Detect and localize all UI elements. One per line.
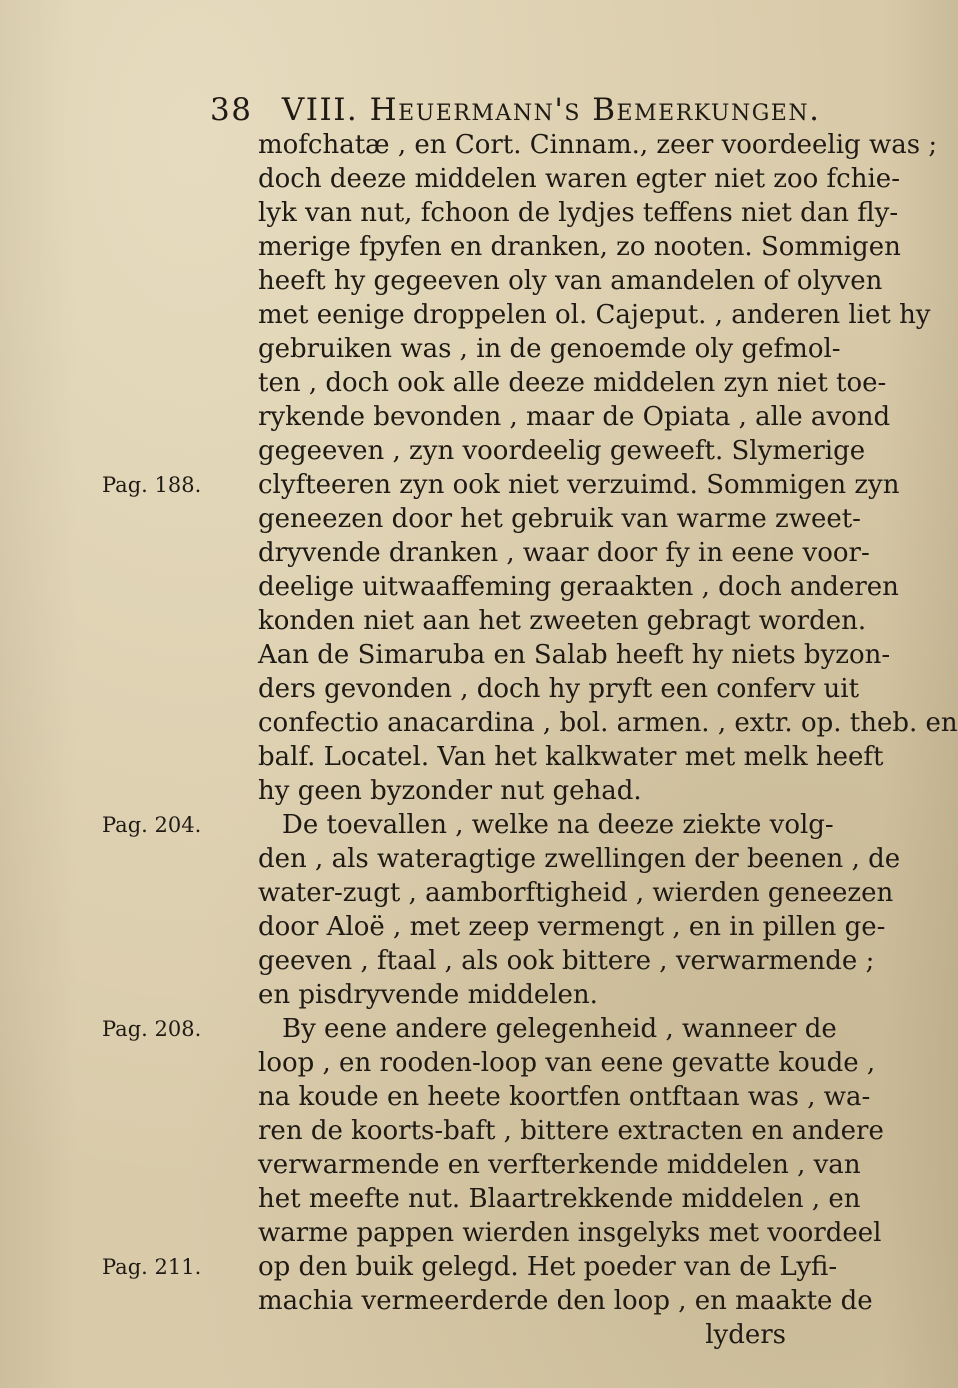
text-line: ders gevonden , doch hy pryft een conferv uit: [258, 674, 860, 704]
text-line: rykende bevonden , maar de Opiata , alle avond: [258, 402, 891, 432]
margin-page-reference: Pag. 208.: [102, 1017, 202, 1041]
text-line: ten , doch ook alle deeze middelen zyn niet toe-: [258, 368, 887, 398]
text-line: lyk van nut, fchoon de lydjes teffens niet dan fly-: [258, 198, 899, 228]
text-line: lyders: [705, 1320, 786, 1350]
text-line: Aan de Simaruba en Salab heeft hy niets byzon-: [258, 640, 891, 670]
text-line: door Aloë , met zeep vermengt , en in pillen ge-: [258, 912, 886, 942]
margin-page-reference: Pag. 188.: [102, 473, 202, 497]
margin-page-reference: Pag. 211.: [102, 1255, 202, 1279]
text-line: machia vermeerderde den loop , en maakte de: [258, 1286, 873, 1316]
text-line: heeft hy gegeeven oly van amandelen of olyven: [258, 266, 883, 296]
text-line: gebruiken was , in de genoemde oly gefmol-: [258, 334, 841, 364]
text-line: By eene andere gelegenheid , wanneer de: [282, 1014, 837, 1044]
text-line: konden niet aan het zweeten gebragt worden.: [258, 606, 867, 636]
text-line: De toevallen , welke na deeze ziekte volg-: [282, 810, 834, 840]
text-line: loop , en rooden-loop van eene gevatte koude ,: [258, 1048, 876, 1078]
text-line: op den buik gelegd. Het poeder van de Lyfi-: [258, 1252, 838, 1282]
text-line: dryvende dranken , waar door fy in eene voor-: [258, 538, 870, 568]
text-line: mofchatæ , en Cort. Cinnam., zeer voordeelig was ;: [258, 130, 938, 160]
text-line: ren de koorts-baft , bittere extracten en andere: [258, 1116, 884, 1146]
text-line: verwarmende en verfterkende middelen , van: [258, 1150, 861, 1180]
text-line: warme pappen wierden insgelyks met voordeel: [258, 1218, 882, 1248]
page-number: 38: [210, 92, 253, 128]
text-line: hy geen byzonder nut gehad.: [258, 776, 642, 806]
text-line: confectio anacardina , bol. armen. , extr. op. theb. en: [258, 708, 958, 738]
text-line: doch deeze middelen waren egter niet zoo fchie-: [258, 164, 900, 194]
text-line: deelige uitwaaffeming geraakten , doch anderen: [258, 572, 899, 602]
margin-page-reference: Pag. 204.: [102, 813, 202, 837]
text-line: balf. Locatel. Van het kalkwater met melk heeft: [258, 742, 884, 772]
text-line: het meefte nut. Blaartrekkende middelen , en: [258, 1184, 861, 1214]
text-line: gegeeven , zyn voordeelig geweeft. Slymerige: [258, 436, 866, 466]
text-line: water-zugt , aamborftigheid , wierden geneezen: [258, 878, 894, 908]
text-line: den , als wateragtige zwellingen der beenen , de: [258, 844, 901, 874]
text-line: en pisdryvende middelen.: [258, 980, 598, 1010]
text-line: geeven , ftaal , als ook bittere , verwarmende ;: [258, 946, 875, 976]
text-line: merige fpyfen en dranken, zo nooten. Sommigen: [258, 232, 901, 262]
text-line: na koude en heete koortfen ontftaan was , wa-: [258, 1082, 871, 1112]
text-line: met eenige droppelen ol. Cajeput. , anderen liet hy: [258, 300, 931, 330]
text-line: clyfteeren zyn ook niet verzuimd. Sommigen zyn: [258, 470, 900, 500]
text-line: geneezen door het gebruik van warme zweet-: [258, 504, 861, 534]
running-title: VIII. Heuermann's Bemerkungen.: [281, 92, 821, 128]
running-header: [210, 92, 820, 128]
